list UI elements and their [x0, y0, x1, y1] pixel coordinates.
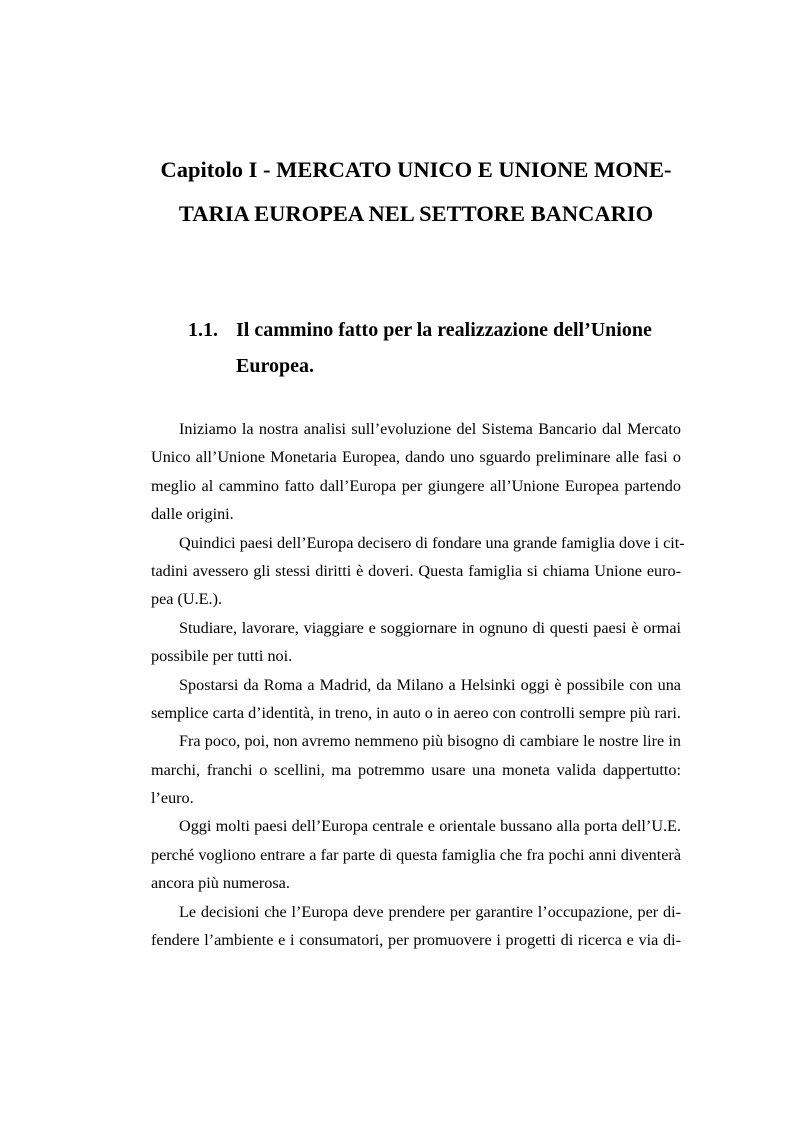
chapter-title [150, 148, 682, 236]
paragraph-line: pea (U.E.). [151, 590, 223, 609]
paragraph-line: fendere l’ambiente e i consumatori, per promuovere i progetti di ricerca e via di- [151, 931, 681, 950]
paragraph-line: Le decisioni che l’Europa deve prendere per garantire l’occupazione, per di- [179, 902, 681, 921]
paragraph-line: Quindici paesi dell’Europa decisero di fondare una grande famiglia dove i cit- [179, 533, 685, 552]
section-title-line-1: Il cammino fatto per la realizzazione dell’Unione [236, 319, 652, 341]
section-heading-row [188, 312, 652, 348]
paragraph-line: marchi, franchi o scellini, ma potremmo usare una moneta valida dappertutto: [151, 760, 681, 779]
paragraph-line: Fra poco, poi, non avremo nemmeno più bisogno di cambiare le nostre lire in [179, 732, 681, 751]
chapter-title-line-1: Capitolo I - MERCATO UNICO E UNIONE MONE- [160, 157, 672, 182]
paragraph-line: dalle origini. [151, 505, 234, 524]
paragraph-line: l’euro. [151, 789, 194, 808]
section-title-line-2: Europea. [236, 355, 314, 377]
paragraph-line: Oggi molti paesi dell’Europa centrale e orientale bussano alla porta dell’U.E. [179, 817, 681, 836]
paragraph-line: tadini avessero gli stessi diritti è doveri. Questa famiglia si chiama Unione euro- [151, 561, 681, 580]
paragraph-line: Iniziamo la nostra analisi sull’evoluzione del Sistema Bancario dal Mercato [179, 420, 681, 438]
paragraph-line: possibile per tutti noi. [151, 647, 293, 666]
paragraph-line: Unico all’Unione Monetaria Europea, dando uno sguardo preliminare alle fasi o [151, 448, 681, 467]
paragraph-line: perché vogliono entrare a far parte di questa famiglia che fra pochi anni diventerà [151, 845, 681, 864]
section-number: 1.1. [188, 319, 218, 341]
chapter-title-line-2: TARIA EUROPEA NEL SETTORE BANCARIO [178, 201, 654, 226]
paragraph-line: ancora più numerosa. [151, 874, 290, 893]
body-text [151, 415, 685, 954]
paragraph-line: meglio al cammino fatto dall’Europa per giungere all’Unione Europea partendo [151, 476, 681, 495]
paragraph-line: Studiare, lavorare, viaggiare e soggiornare in ognuno di questi paesi è ormai [179, 618, 681, 637]
section-heading [188, 312, 652, 384]
paragraph-line: Spostarsi da Roma a Madrid, da Milano a Helsinki oggi è possibile con una [179, 675, 681, 694]
paragraph-line: semplice carta d’identità, in treno, in auto o in aereo con controlli sempre più rari. [151, 703, 681, 722]
